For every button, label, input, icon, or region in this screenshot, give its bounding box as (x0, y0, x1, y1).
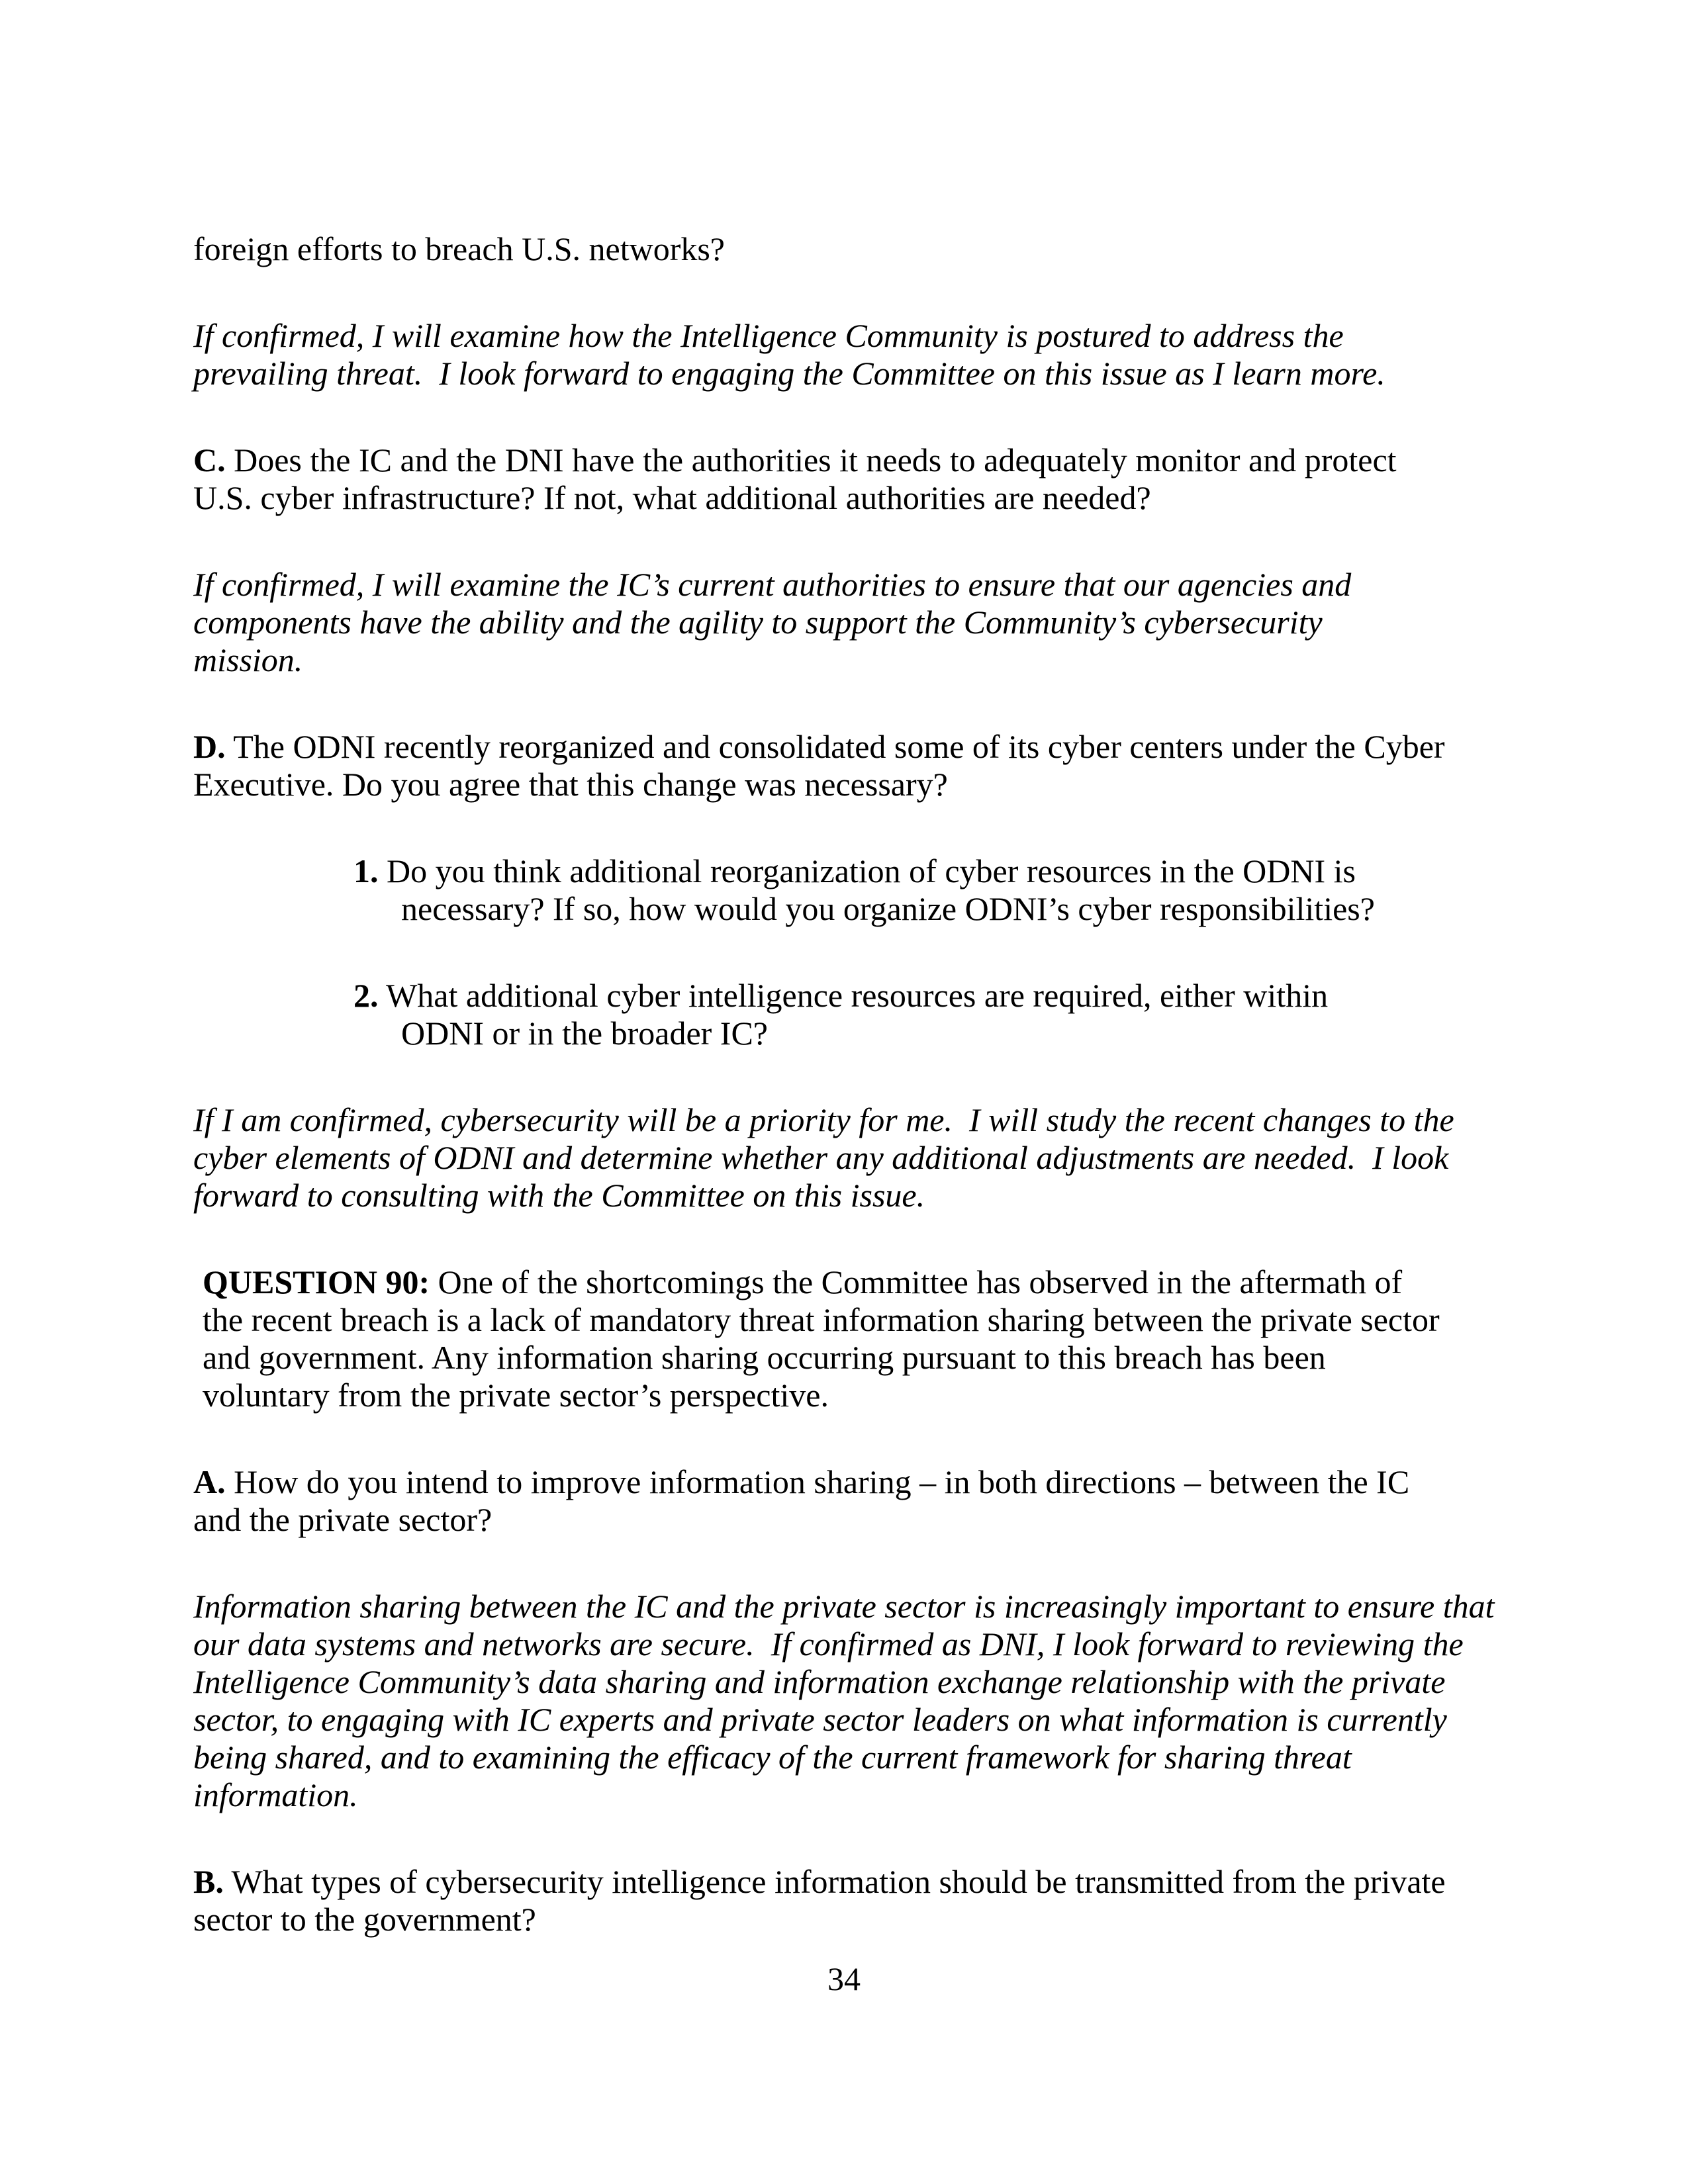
item-number: 1. (353, 852, 379, 889)
text-line (193, 1101, 1524, 1139)
text-line: and the private sector? (193, 1501, 492, 1538)
text-line: necessary? If so, how would you organize ODNI’s cyber responsibilities? (401, 890, 1375, 927)
numbered-subquestion (193, 977, 1524, 1052)
text-line (203, 1263, 1524, 1301)
line-text: One of the shortcomings the Committee has observed in the aftermath of (430, 1263, 1403, 1300)
answer-paragraph (193, 317, 1524, 392)
line-text: What additional cyber intelligence resources are required, either within (378, 977, 1329, 1014)
line-text: If confirmed, I will examine how the Intelligence Community is postured to address the (193, 317, 1344, 354)
text-line: voluntary from the private sector’s perspective. (203, 1377, 829, 1414)
text-line (193, 230, 1524, 268)
text-line: components have the ability and the agility to support the Community’s cybersecurity (193, 604, 1323, 641)
text-line (193, 1463, 1524, 1501)
line-text: How do you intend to improve information sharing – in both directions – between the IC (225, 1463, 1410, 1500)
text-line: ODNI or in the broader IC? (401, 1015, 768, 1052)
text-line (193, 1863, 1524, 1901)
text-line (193, 441, 1524, 479)
line-text: If I am confirmed, cybersecurity will be a priority for me. I will study the recent changes to the (193, 1101, 1454, 1138)
text-line: sector, to engaging with IC experts and private sector leaders on what information is currently (193, 1701, 1447, 1738)
page-number: 34 (827, 1960, 861, 1997)
text-line (353, 852, 1524, 890)
text-line: Intelligence Community’s data sharing and information exchange relationship with the private (193, 1663, 1446, 1700)
item-number: 2. (353, 977, 379, 1014)
text-line: being shared, and to examining the efficacy of the current framework for sharing threat (193, 1739, 1352, 1776)
line-text: Information sharing between the IC and the private sector is increasingly important to ensure that (193, 1588, 1495, 1625)
line-text: The ODNI recently reorganized and consolidated some of its cyber centers under the Cyber (225, 728, 1445, 765)
page-content (193, 230, 1524, 1987)
line-text: What types of cybersecurity intelligence information should be transmitted from the private (223, 1863, 1446, 1900)
text-line: information. (193, 1776, 358, 1813)
text-line (193, 317, 1524, 355)
text-line (353, 977, 1524, 1015)
answer-paragraph (193, 1588, 1524, 1814)
question-letter: A. (193, 1463, 226, 1500)
question-letter: B. (193, 1863, 224, 1900)
text-line (193, 728, 1524, 766)
text-line: cyber elements of ODNI and determine whether any additional adjustments are needed. I look (193, 1139, 1449, 1176)
page-footer (0, 1960, 1688, 1998)
question-number-label: QUESTION 90: (203, 1263, 430, 1300)
line-text: foreign efforts to breach U.S. networks? (193, 230, 726, 267)
text-line: mission. (193, 641, 303, 678)
text-line: forward to consulting with the Committee on this issue. (193, 1177, 925, 1214)
question-paragraph (193, 441, 1524, 517)
numbered-subquestion (193, 852, 1524, 928)
question-paragraph (193, 728, 1524, 803)
line-text: If confirmed, I will examine the IC’s current authorities to ensure that our agencies and (193, 566, 1352, 603)
text-line: the recent breach is a lack of mandatory threat information sharing between the private sector (203, 1301, 1440, 1338)
question-90-paragraph (193, 1263, 1524, 1414)
text-line: U.S. cyber infrastructure? If not, what additional authorities are needed? (193, 479, 1151, 516)
text-line: and government. Any information sharing occurring pursuant to this breach has been (203, 1339, 1326, 1376)
line-text: Do you think additional reorganization of cyber resources in the ODNI is (378, 852, 1356, 889)
text-line: prevailing threat. I look forward to engaging the Committee on this issue as I learn more. (193, 355, 1385, 392)
paragraph (193, 230, 1524, 268)
question-paragraph (193, 1863, 1524, 1938)
text-line (193, 566, 1524, 604)
text-line: sector to the government? (193, 1901, 536, 1938)
text-line (193, 1588, 1524, 1625)
text-line: our data systems and networks are secure. If confirmed as DNI, I look forward to reviewing the (193, 1625, 1464, 1662)
line-text: Does the IC and the DNI have the authorities it needs to adequately monitor and protect (225, 441, 1397, 478)
text-line: Executive. Do you agree that this change was necessary? (193, 766, 948, 803)
question-letter: D. (193, 728, 226, 765)
answer-paragraph (193, 1101, 1524, 1214)
answer-paragraph (193, 566, 1524, 679)
question-paragraph (193, 1463, 1524, 1539)
question-letter: C. (193, 441, 226, 478)
